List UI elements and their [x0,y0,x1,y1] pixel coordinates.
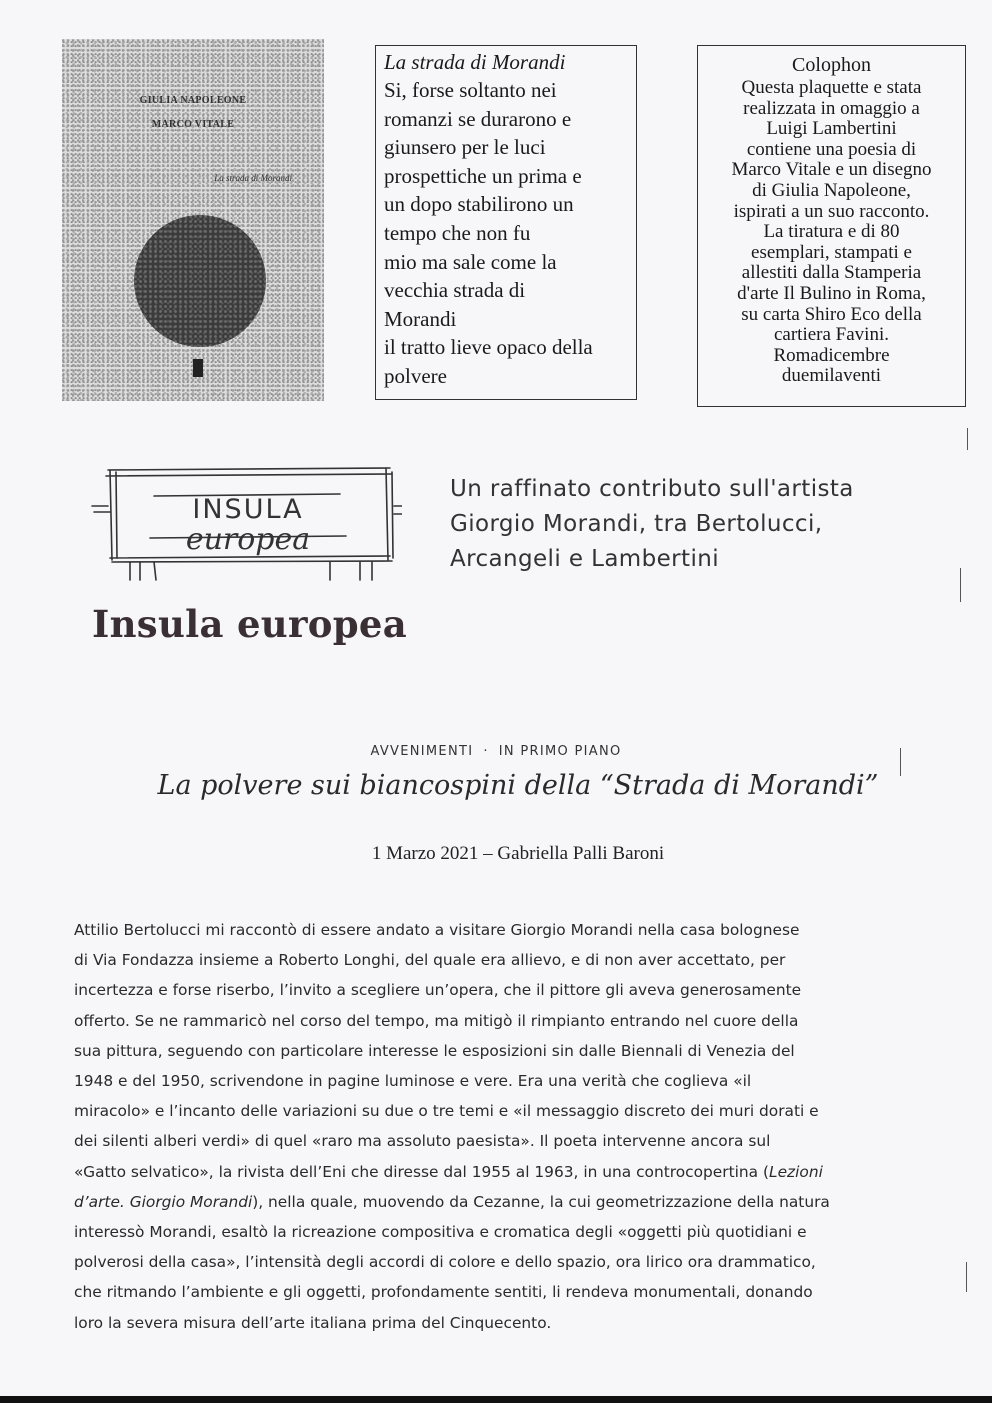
article-categories [0,744,992,759]
body-line: di Via Fondazza insieme a Roberto Longhi, del quale era allievo, e di non aver accettato, per [74,951,786,970]
tagline [450,472,970,577]
tagline-line: Arcangeli e Lambertini [450,546,719,572]
body-line: interessò Morandi, esaltò la ricreazione compositiva e cromatica degli «oggetti più quotidiani e [74,1223,807,1242]
body-italic-text: d’arte. Giorgio Morandi [74,1192,253,1211]
poem-line: Si, forse soltanto nei [384,78,557,102]
body-line: che ritmando l’ambiente e gli oggetti, profondamente sentiti, li rendeva monumentali, donando [74,1283,813,1302]
body-line: polverosi della casa», l’intensità degli accordi di colore e dello spazio, ora lirico ora drammatico, [74,1253,816,1272]
colophon-line: di Giulia Napoleone, [752,179,911,201]
cover-circle-drawing [134,215,266,347]
poem-line: tempo che non fu [384,220,531,245]
book-cover-image [62,39,324,401]
body-line: incertezza e forse riserbo, l’invito a scegliere un’opera, che il pittore gli aveva generosamente [74,981,802,1000]
colophon-line: d'arte Il Bulino in Roma, [737,282,926,304]
body-line: offerto. Se ne rammaricò nel corso del tempo, ma mitigò il rimpianto entrando nel cuore della [74,1011,799,1030]
logo-word-europea: europea [185,522,311,557]
publisher-logo-icon [193,359,203,377]
poem-line: vecchia strada di [384,278,526,303]
colophon-line: ispirati a un suo racconto. [733,200,930,222]
body-line: miracolo» e l’incanto delle variazioni su due o tre temi e «il messaggio discreto dei muri dorati e [74,1102,819,1121]
colophon-line: allestiti dalla Stamperia [741,262,922,284]
body-line [74,1157,904,1187]
article-title: La polvere sui biancospini della “Strada di Morandi” [157,770,879,801]
poem-line: romanzi se durarono e [384,106,572,131]
cover-author-2: MARCO VITALE [151,119,235,130]
colophon-line: Romadicembre [773,344,890,366]
category-separator: · [483,744,489,759]
category-in-primo-piano[interactable]: IN PRIMO PIANO [498,744,622,759]
scan-mark [967,428,968,450]
body-line [74,1187,904,1217]
body-line: 1948 e del 1950, scrivendone in pagine luminose e vere. Era una verità che coglieva «il [74,1072,752,1091]
body-line: Attilio Bertolucci mi raccontò di essere andato a visitare Giorgio Morandi nella casa bolognese [74,921,800,939]
body-line: dei silenti alberi verdi» di quel «raro ma assoluto paesista». Il poeta intervenne ancora sul [74,1132,771,1151]
poem-line: il tratto lieve opaco della [384,335,593,360]
colophon-line: realizzata in omaggio a [743,97,920,119]
article-body [74,915,904,1338]
article-byline: 1 Marzo 2021 – Gabriella Palli Baroni [371,843,665,864]
body-italic-text: Lezioni [769,1162,823,1181]
page-bottom-edge [0,1396,992,1403]
colophon-line: Luigi Lambertini [766,118,897,140]
colophon-line: Marco Vitale e un disegno [731,159,932,181]
poem-line: giunsero per le luci [384,135,546,160]
body-line-text: «Gatto selvatico», la rivista dell’Eni che diresse dal 1955 al 1963, in una controcopertina ( [74,1162,769,1181]
body-line: loro la severa misura dell’arte italiana prima del Cinquecento. [74,1313,552,1332]
poem-line: polvere [384,363,447,388]
colophon-line: Questa plaquette e stata [741,77,922,98]
colophon-line: cartiera Favini. [773,324,889,346]
colophon-line: contiene una poesia di [746,138,917,160]
scan-mark [900,748,901,776]
poem-line: prospettiche un prima e [384,163,582,188]
poem-line: un dopo stabilirono un [384,192,574,217]
colophon-line: esemplari, stampati e [751,241,912,263]
colophon-line: La tiratura e di 80 [763,221,900,243]
colophon-box [697,45,966,407]
colophon-line: su carta Shiro Eco della [741,303,922,325]
poem-line: mio ma sale come la [384,249,557,274]
scan-mark [966,1262,967,1292]
brand-name: Insula europea [92,602,408,646]
poem-line: Morandi [384,306,457,331]
colophon-line: duemilaventi [781,365,882,387]
cover-title: La strada di Morandi [214,173,292,183]
logo-word-insula: INSULA [192,494,304,525]
poem-box [375,45,637,400]
body-line-text: ), nella quale, muovendo da Cezanne, la cui geometrizzazione della natura [252,1192,830,1211]
tagline-line: Un raffinato contributo sull'artista [450,476,854,502]
category-avvenimenti[interactable]: AVVENIMENTI [370,744,474,759]
scan-mark [960,568,961,602]
poem-title: La strada di Morandi [384,50,566,74]
cover-author-1: GIULIA NAPOLEONE [139,95,247,106]
body-line: sua pittura, seguendo con particolare interesse le esposizioni sin dalle Biennali di Venezia del [74,1041,795,1060]
tagline-line: Giorgio Morandi, tra Bertolucci, [450,511,823,537]
colophon-title: Colophon [792,54,871,76]
